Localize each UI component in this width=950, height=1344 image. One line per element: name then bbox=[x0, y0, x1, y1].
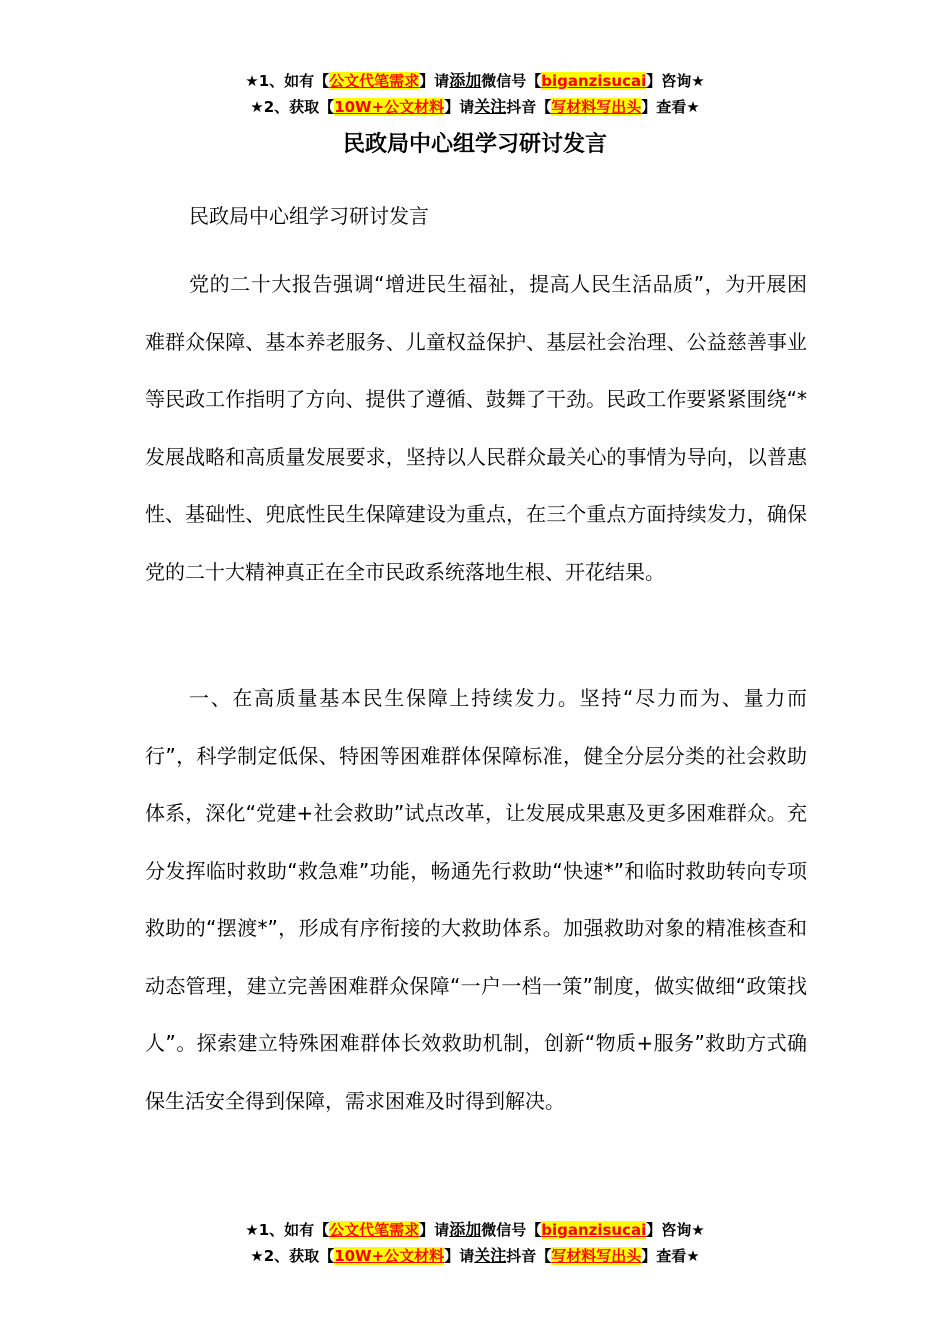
promo-text: 】请 bbox=[444, 98, 475, 116]
promo-highlight: biganzisucai bbox=[541, 1221, 647, 1239]
promo-text: 】请 bbox=[419, 1221, 450, 1239]
promo-header bbox=[0, 68, 950, 120]
promo-emphasis: 关注 bbox=[474, 1246, 507, 1265]
paragraph-section-1: 一、在高质量基本民生保障上持续发力。坚持“尽力而为、量力而行”，科学制定低保、特困等困难群体保障标准，健全分层分类的社会救助体系，深化“党建+社会救助”试点改革，让发展成果惠及更多困难群众。充分发挥临时救助“救急难”功能，畅通先行救助“快速*”和临时救助转向专项救助的“摆渡*”，形成有序衔接的大救助体系。加强救助对象的精准核查和动态管理，建立完善困难群众保障“一户一档一策”制度，做实做细“政策找人”。探索建立特殊困难群体长效救助机制，创新“物质+服务”救助方式确保生活安全得到保障，需求困难及时得到解决。 bbox=[145, 686, 807, 1113]
promo-line-2 bbox=[0, 1243, 950, 1269]
promo-text: ★1、如有【 bbox=[245, 72, 330, 90]
promo-highlight: 公文代笔需求 bbox=[329, 1221, 420, 1239]
document-title: 民政局中心组学习研讨发言 bbox=[342, 132, 607, 157]
promo-emphasis: 添加 bbox=[449, 1220, 482, 1239]
promo-emphasis: 关注 bbox=[474, 97, 507, 116]
promo-text: ★1、如有【 bbox=[245, 1221, 330, 1239]
promo-highlight: 10W+公文材料 bbox=[334, 1247, 445, 1265]
promo-line-1 bbox=[0, 68, 950, 94]
promo-text: 】咨询★ bbox=[646, 1221, 705, 1239]
document-subtitle: 民政局中心组学习研讨发言 bbox=[189, 204, 429, 228]
promo-text: ★2、获取【 bbox=[250, 98, 335, 116]
promo-footer bbox=[0, 1217, 950, 1269]
promo-line-1 bbox=[0, 1217, 950, 1243]
promo-highlight: 10W+公文材料 bbox=[334, 98, 445, 116]
promo-emphasis: 添加 bbox=[449, 71, 482, 90]
promo-highlight: 写材料写出头 bbox=[551, 1247, 642, 1265]
promo-highlight: 写材料写出头 bbox=[551, 98, 642, 116]
promo-highlight: biganzisucai bbox=[541, 72, 647, 90]
promo-text: 】咨询★ bbox=[646, 72, 705, 90]
promo-text: 抖音【 bbox=[506, 98, 552, 116]
promo-line-2 bbox=[0, 94, 950, 120]
promo-highlight: 公文代笔需求 bbox=[329, 72, 420, 90]
promo-text: 】请 bbox=[419, 72, 450, 90]
promo-text: 】查看★ bbox=[641, 98, 700, 116]
promo-text: 】请 bbox=[444, 1247, 475, 1265]
promo-text: 】查看★ bbox=[641, 1247, 700, 1265]
promo-text: 微信号【 bbox=[481, 1221, 542, 1239]
promo-text: 抖音【 bbox=[506, 1247, 552, 1265]
promo-text: 微信号【 bbox=[481, 72, 542, 90]
paragraph-intro: 党的二十大报告强调“增进民生福祉，提高人民生活品质”，为开展困难群众保障、基本养老服务、儿童权益保护、基层社会治理、公益慈善事业等民政工作指明了方向、提供了遵循、鼓舞了干劲。民政工作要紧紧围绕“*发展战略和高质量发展要求，坚持以人民群众最关心的事情为导向，以普惠性、基础性、兜底性民生保障建设为重点，在三个重点方面持续发力，确保党的二十大精神真正在全市民政系统落地生根、开花结果。 bbox=[145, 272, 807, 584]
promo-text: ★2、获取【 bbox=[250, 1247, 335, 1265]
